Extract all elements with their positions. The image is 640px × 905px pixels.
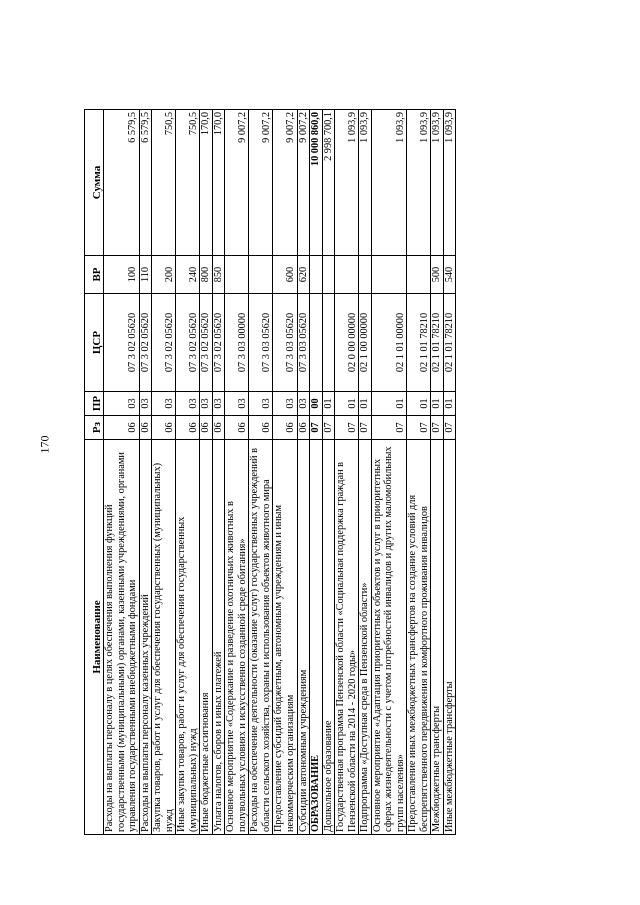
cell-rz: 07: [322, 416, 335, 440]
cell-vr: 500: [431, 256, 444, 294]
cell-sum: 9 007,2: [273, 110, 297, 256]
cell-csr: 07 3 02 05620: [139, 294, 152, 392]
table-row: [152, 110, 176, 835]
cell-name: Межбюджетные трансферты: [431, 440, 444, 835]
cell-vr: [322, 256, 335, 294]
cell-rz: 07: [443, 416, 456, 440]
cell-vr: [359, 256, 372, 294]
cell-name: Основное мероприятие «Содержание и разведение охотничьих животных в полувольных условиях и искусственно созданной среде обитания»: [225, 440, 249, 835]
cell-sum: 9 007,2: [225, 110, 249, 256]
cell-rz: 06: [249, 416, 273, 440]
table-body: [104, 110, 456, 835]
cell-pr: 01: [322, 392, 335, 416]
cell-name: Основное мероприятие «Адаптация приоритетных объектов и услуг в приоритетных сферах жизнедеятельности с учетом потребностей инвалидов и других маломобильных групп населения»: [371, 440, 407, 835]
cell-pr: 01: [431, 392, 444, 416]
cell-sum: 1 093,9: [359, 110, 372, 256]
cell-pr: 01: [407, 392, 431, 416]
table-row: [139, 110, 152, 835]
cell-csr: 07 3 02 05620: [152, 294, 176, 392]
table-row: [225, 110, 249, 835]
cell-vr: 240: [176, 256, 200, 294]
cell-vr: 600: [273, 256, 297, 294]
table-row: [273, 110, 297, 835]
cell-sum: 10 000 860,0: [310, 110, 323, 256]
header-pr: ПР: [85, 392, 104, 416]
cell-pr: 03: [139, 392, 152, 416]
table-header: [85, 110, 104, 835]
cell-name: Иные межбюджетные трансферты: [443, 440, 456, 835]
cell-csr: 07 3 03 05620: [249, 294, 273, 392]
cell-csr: 02 1 01 78210: [431, 294, 444, 392]
cell-csr: 07 3 02 05620: [104, 294, 140, 392]
cell-pr: 00: [310, 392, 323, 416]
table-row: [200, 110, 213, 835]
cell-name: Субсидии автономным учреждениям: [297, 440, 310, 835]
table-row: [104, 110, 140, 835]
cell-name: Расходы на выплаты персоналу в целях обеспечения выполнения функций государственными (муниципальными) органами, казенными учреждениями, органами управления государственными внебюджетными фондами: [104, 440, 140, 835]
table-row: [322, 110, 335, 835]
cell-sum: 750,5: [152, 110, 176, 256]
cell-csr: 02 1 01 78210: [443, 294, 456, 392]
cell-name: Иные бюджетные ассигнования: [200, 440, 213, 835]
cell-name: Расходы на выплаты персоналу казенных учреждений: [139, 440, 152, 835]
cell-csr: 07 3 02 05620: [176, 294, 200, 392]
cell-pr: 03: [152, 392, 176, 416]
cell-vr: 850: [212, 256, 225, 294]
cell-csr: [310, 294, 323, 392]
cell-rz: 07: [371, 416, 407, 440]
cell-rz: 07: [310, 416, 323, 440]
cell-name: Уплата налогов, сборов и иных платежей: [212, 440, 225, 835]
cell-csr: 02 1 01 00000: [371, 294, 407, 392]
cell-vr: [371, 256, 407, 294]
cell-vr: 200: [152, 256, 176, 294]
cell-csr: 02 1 01 78210: [407, 294, 431, 392]
cell-name: Предоставление иных межбюджетных трансфертов на создание условий для беспрепятственного передвижения и комфортного проживания инвалидов: [407, 440, 431, 835]
cell-pr: 01: [359, 392, 372, 416]
cell-pr: 03: [297, 392, 310, 416]
cell-vr: [225, 256, 249, 294]
cell-vr: [310, 256, 323, 294]
cell-rz: 06: [212, 416, 225, 440]
cell-rz: 06: [273, 416, 297, 440]
cell-name: Расходы на обеспечение деятельности (оказание услуг) государственных учреждений в области сельского хозяйства, охраны и использования объектов животного мира: [249, 440, 273, 835]
cell-sum: 6 579,5: [139, 110, 152, 256]
cell-rz: 06: [200, 416, 213, 440]
header-vr: ВР: [85, 256, 104, 294]
cell-pr: 03: [200, 392, 213, 416]
cell-name: Закупка товаров, работ и услуг для обеспечения государственных (муниципальных) нужд: [152, 440, 176, 835]
cell-pr: 03: [273, 392, 297, 416]
cell-vr: 800: [200, 256, 213, 294]
cell-rz: 07: [359, 416, 372, 440]
cell-rz: 06: [152, 416, 176, 440]
table-row: [431, 110, 444, 835]
cell-name: Предоставление субсидий бюджетным, автономным учреждениям и иным некоммерческим организациям: [273, 440, 297, 835]
cell-csr: 07 3 02 05620: [212, 294, 225, 392]
header-sum: Сумма: [85, 110, 104, 256]
cell-csr: 02 0 00 00000: [335, 294, 359, 392]
cell-sum: 9 007,2: [297, 110, 310, 256]
cell-vr: [407, 256, 431, 294]
table-row: [335, 110, 359, 835]
cell-pr: 03: [225, 392, 249, 416]
cell-name: Подпрограмма «Доступная среда в Пензенской области»: [359, 440, 372, 835]
table-row: [310, 110, 323, 835]
cell-sum: 1 093,9: [443, 110, 456, 256]
table-row: [249, 110, 273, 835]
cell-sum: 1 093,9: [431, 110, 444, 256]
cell-vr: 100: [104, 256, 140, 294]
cell-sum: 1 093,9: [407, 110, 431, 256]
cell-sum: 6 579,5: [104, 110, 140, 256]
cell-rz: 07: [431, 416, 444, 440]
cell-rz: 07: [335, 416, 359, 440]
cell-pr: 03: [176, 392, 200, 416]
cell-csr: 07 3 03 00000: [225, 294, 249, 392]
budget-table-rotated-container: [84, 110, 544, 835]
header-rz: Рз: [85, 416, 104, 440]
cell-sum: 1 093,9: [371, 110, 407, 256]
cell-name: Дошкольное образование: [322, 440, 335, 835]
cell-sum: 9 007,2: [249, 110, 273, 256]
table-row: [176, 110, 200, 835]
table-row: [407, 110, 431, 835]
cell-name: ОБРАЗОВАНИЕ: [310, 440, 323, 835]
cell-rz: 06: [104, 416, 140, 440]
cell-pr: 03: [104, 392, 140, 416]
cell-vr: 540: [443, 256, 456, 294]
table-row: [371, 110, 407, 835]
cell-rz: 07: [407, 416, 431, 440]
table-row: [212, 110, 225, 835]
cell-vr: [335, 256, 359, 294]
table-row: [443, 110, 456, 835]
cell-rz: 06: [139, 416, 152, 440]
cell-name: Иные закупки товаров, работ и услуг для обеспечения государственных (муниципальных) нужд: [176, 440, 200, 835]
cell-sum: 170,0: [212, 110, 225, 256]
header-row: [85, 110, 104, 835]
cell-pr: 03: [249, 392, 273, 416]
header-name: Наименование: [85, 440, 104, 835]
cell-rz: 06: [176, 416, 200, 440]
cell-pr: 03: [212, 392, 225, 416]
cell-pr: 01: [335, 392, 359, 416]
cell-rz: 06: [225, 416, 249, 440]
cell-vr: [249, 256, 273, 294]
page-number: 170: [37, 435, 52, 454]
cell-csr: 07 3 02 05620: [200, 294, 213, 392]
cell-pr: 01: [443, 392, 456, 416]
cell-csr: 07 3 03 05620: [273, 294, 297, 392]
cell-vr: 110: [139, 256, 152, 294]
budget-table: [84, 109, 456, 835]
cell-csr: [322, 294, 335, 392]
cell-pr: 01: [371, 392, 407, 416]
cell-vr: 620: [297, 256, 310, 294]
cell-sum: 2 998 700,1: [322, 110, 335, 256]
table-row: [297, 110, 310, 835]
cell-csr: 07 3 03 05620: [297, 294, 310, 392]
cell-rz: 06: [297, 416, 310, 440]
cell-name: Государственная программа Пензенской области «Социальная поддержка граждан в Пензенской области на 2014 - 2020 годы»: [335, 440, 359, 835]
header-csr: ЦСР: [85, 294, 104, 392]
table-row: [359, 110, 372, 835]
cell-sum: 170,0: [200, 110, 213, 256]
cell-csr: 02 1 00 00000: [359, 294, 372, 392]
cell-sum: 1 093,9: [335, 110, 359, 256]
cell-sum: 750,5: [176, 110, 200, 256]
